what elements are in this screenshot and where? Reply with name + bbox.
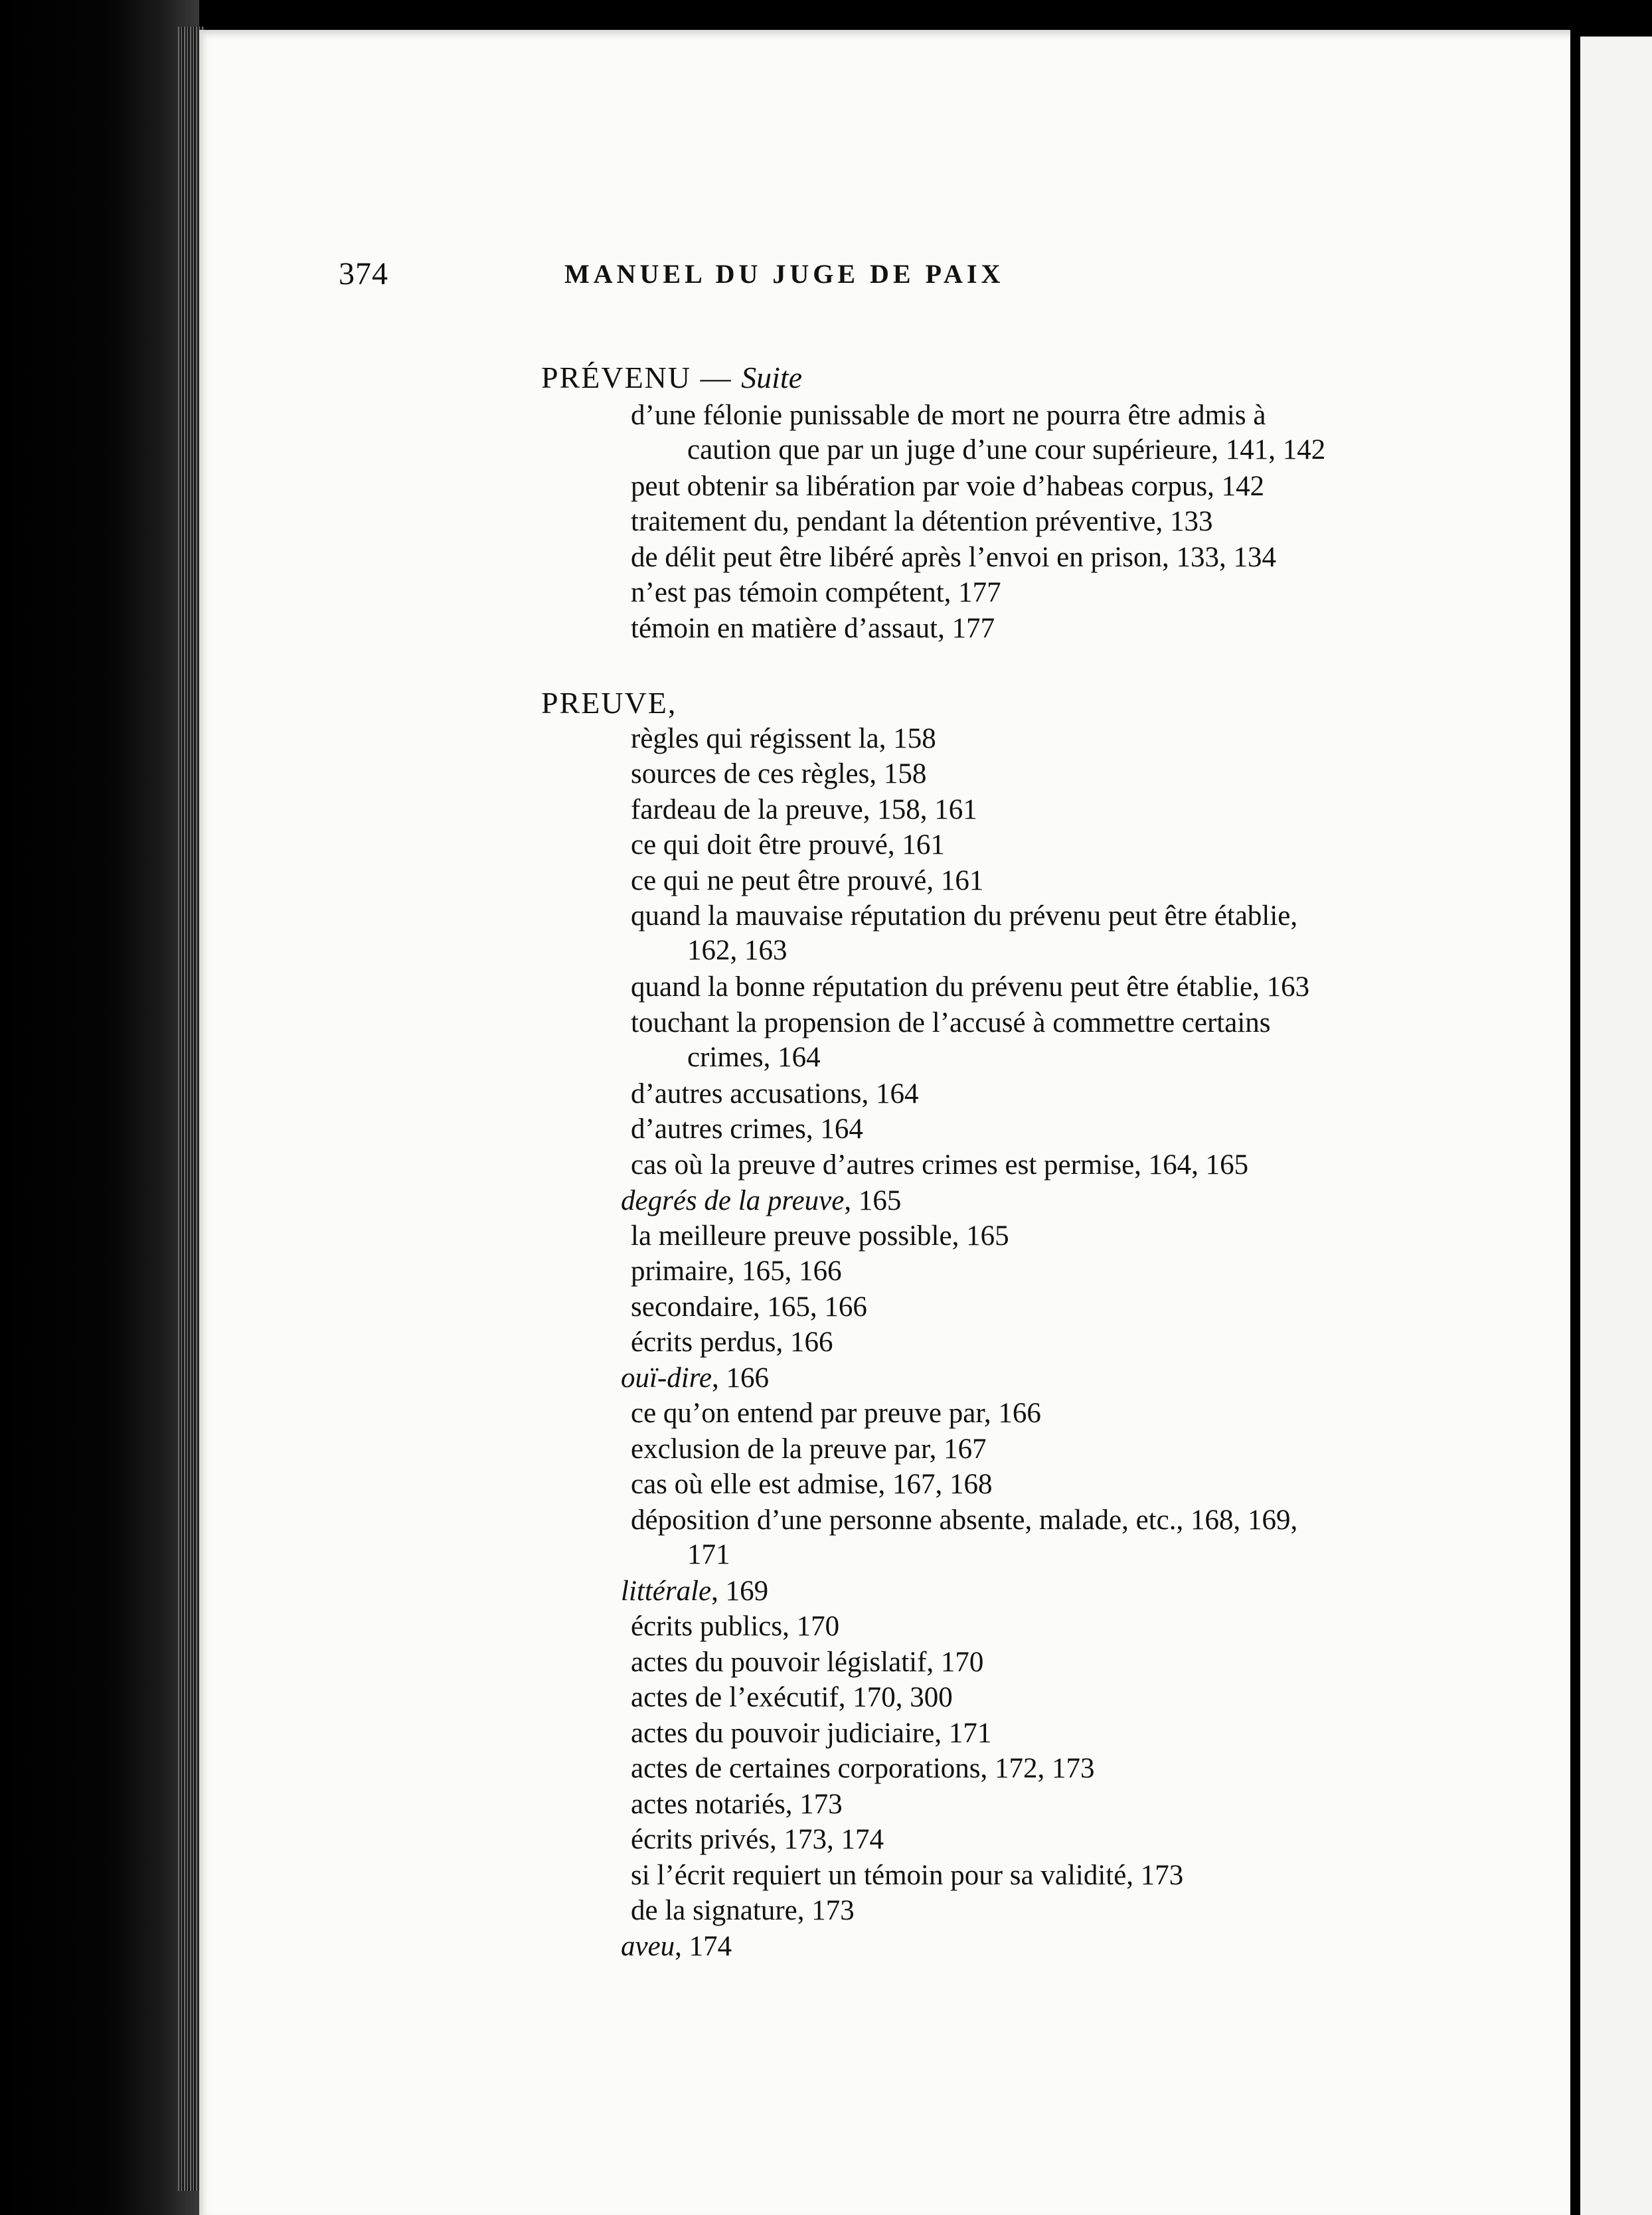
page-header <box>339 256 1169 295</box>
index-entry <box>631 1506 1297 1534</box>
section-heading-text: PRÉVENU — <box>541 360 732 394</box>
index-entry-text: de délit peut être libéré après l’envoi en prison, 133, 134 <box>631 541 1276 573</box>
index-entry-text: exclusion de la preuve par, 167 <box>631 1433 987 1465</box>
index-entry-text: ce qui ne peut être prouvé, 161 <box>631 864 984 896</box>
index-entry <box>687 936 787 965</box>
index-entry-text: actes de certaines corporations, 172, 173 <box>631 1753 1095 1785</box>
index-entry-text: ce qu’on entend par preuve par, 166 <box>631 1398 1041 1430</box>
index-entry-text: traitement du, pendant la détention préventive, 133 <box>631 506 1213 538</box>
index-entry-text: la meilleure preuve possible, 165 <box>631 1220 1009 1252</box>
index-entry-text: cas où la preuve d’autres crimes est permise, 164, 165 <box>631 1149 1249 1181</box>
index-subheading: degrés de la preuve <box>621 1185 845 1216</box>
index-entry <box>631 1790 843 1819</box>
index-entry-text: écrits privés, 173, 174 <box>631 1824 884 1856</box>
index-entry-text: d’autres crimes, 164 <box>631 1113 863 1145</box>
index-entry <box>631 1399 1041 1428</box>
index-entry-text: crimes, 164 <box>687 1041 821 1073</box>
index-entry-text: secondaire, 165, 166 <box>631 1291 867 1323</box>
index-entry <box>621 1932 732 1961</box>
index-entry <box>631 543 1276 572</box>
index-entry <box>631 1257 842 1285</box>
index-entry-text: déposition d’une personne absente, malade, etc., 168, 169, <box>631 1504 1298 1536</box>
index-entry-text: de la signature, 173 <box>631 1895 855 1927</box>
index-entry-text: ce qui doit être prouvé, 161 <box>631 829 945 861</box>
index-entry <box>631 1009 1271 1037</box>
index-entry <box>631 614 995 643</box>
index-entry <box>631 1435 987 1463</box>
index-entry <box>631 507 1212 536</box>
index-entry-text: , 165 <box>844 1185 902 1216</box>
index-entry-text: sources de ces règles, 158 <box>631 758 927 790</box>
index-entry <box>621 1364 769 1392</box>
index-entry <box>621 1577 768 1605</box>
index-entry <box>621 1187 901 1215</box>
index-entry <box>631 795 977 824</box>
index-entry-text: quand la bonne réputation du prévenu peut être établie, 163 <box>631 971 1310 1003</box>
index-entry <box>631 902 1297 930</box>
index-entry-text: écrits publics, 170 <box>631 1611 840 1643</box>
index-entry-text: primaire, 165, 166 <box>631 1256 842 1287</box>
index-entry <box>631 1754 1095 1783</box>
index-entry <box>631 831 945 859</box>
section-heading <box>541 685 677 720</box>
index-subheading: aveu <box>621 1931 675 1963</box>
facing-page-edge <box>1580 37 1652 2215</box>
index-entry <box>631 1151 1248 1179</box>
index-entry-text: , 174 <box>675 1931 732 1963</box>
index-entry <box>631 1896 855 1925</box>
index-entry <box>687 1540 730 1569</box>
index-entry <box>631 1293 867 1321</box>
index-subheading: littérale <box>621 1576 712 1607</box>
book-spine <box>0 0 199 2215</box>
index-entry <box>631 973 1309 1001</box>
section-heading-text: PREUVE, <box>541 685 677 720</box>
index-entry-text: actes du pouvoir législatif, 170 <box>631 1646 984 1678</box>
index-entry <box>631 1115 863 1143</box>
index-entry <box>631 724 936 753</box>
index-entry-text: caution que par un juge d’une cour supérieure, 141, 142 <box>687 434 1326 465</box>
index-entry-text: écrits perdus, 166 <box>631 1327 833 1358</box>
index-entry-text: quand la mauvaise réputation du prévenu peut être établie, <box>631 900 1298 932</box>
index-entry <box>631 1328 833 1356</box>
index-entry <box>631 1719 991 1748</box>
index-entry-text: actes notariés, 173 <box>631 1788 843 1820</box>
index-entry-text: d’une félonie punissable de mort ne pourra être admis à <box>631 399 1266 431</box>
index-entry <box>631 1222 1009 1250</box>
index-entry <box>631 472 1264 501</box>
index-entry-text: , 166 <box>711 1362 769 1394</box>
index-entry-text: actes de l’exécutif, 170, 300 <box>631 1682 953 1714</box>
index-entry <box>631 1648 983 1677</box>
index-entry <box>631 760 926 788</box>
index-entry-text: règles qui régissent la, 158 <box>631 722 936 754</box>
index-entry <box>631 866 983 895</box>
index-entry <box>631 578 1001 607</box>
index-entry <box>687 1043 821 1072</box>
index-entry <box>631 1470 993 1499</box>
index-entry <box>631 1612 839 1641</box>
index-entry <box>631 401 1266 430</box>
index-entry-text: n’est pas témoin compétent, 177 <box>631 577 1001 609</box>
index-entry-text: cas où elle est admise, 167, 168 <box>631 1469 993 1501</box>
section-heading-suffix: Suite <box>741 360 803 394</box>
index-entry <box>631 1683 953 1712</box>
index-entry-text: touchant la propension de l’accusé à commettre certains <box>631 1007 1271 1038</box>
index-entry-text: fardeau de la preuve, 158, 161 <box>631 793 977 825</box>
index-entry <box>631 1080 918 1108</box>
index-subheading: ouï-dire <box>621 1362 712 1394</box>
index-entry <box>631 1861 1183 1890</box>
running-head: MANUEL DU JUGE DE PAIX <box>564 259 1005 289</box>
index-entry-text: actes du pouvoir judiciaire, 171 <box>631 1717 992 1749</box>
index-entry-text: témoin en matière d’assaut, 177 <box>631 612 995 644</box>
page-number: 374 <box>339 256 388 291</box>
index-entry-text: 162, 163 <box>687 935 787 967</box>
index-entry-text: peut obtenir sa libération par voie d’habeas corpus, 142 <box>631 470 1265 502</box>
index-entry <box>631 1825 884 1854</box>
index-entry-text: 171 <box>687 1538 730 1570</box>
index-entry-text: d’autres accusations, 164 <box>631 1078 919 1109</box>
index-entry-text: si l’écrit requiert un témoin pour sa validité, 173 <box>631 1859 1184 1891</box>
index-entry-text: , 169 <box>711 1576 769 1607</box>
section-heading <box>541 360 802 395</box>
index-entry <box>687 436 1325 464</box>
